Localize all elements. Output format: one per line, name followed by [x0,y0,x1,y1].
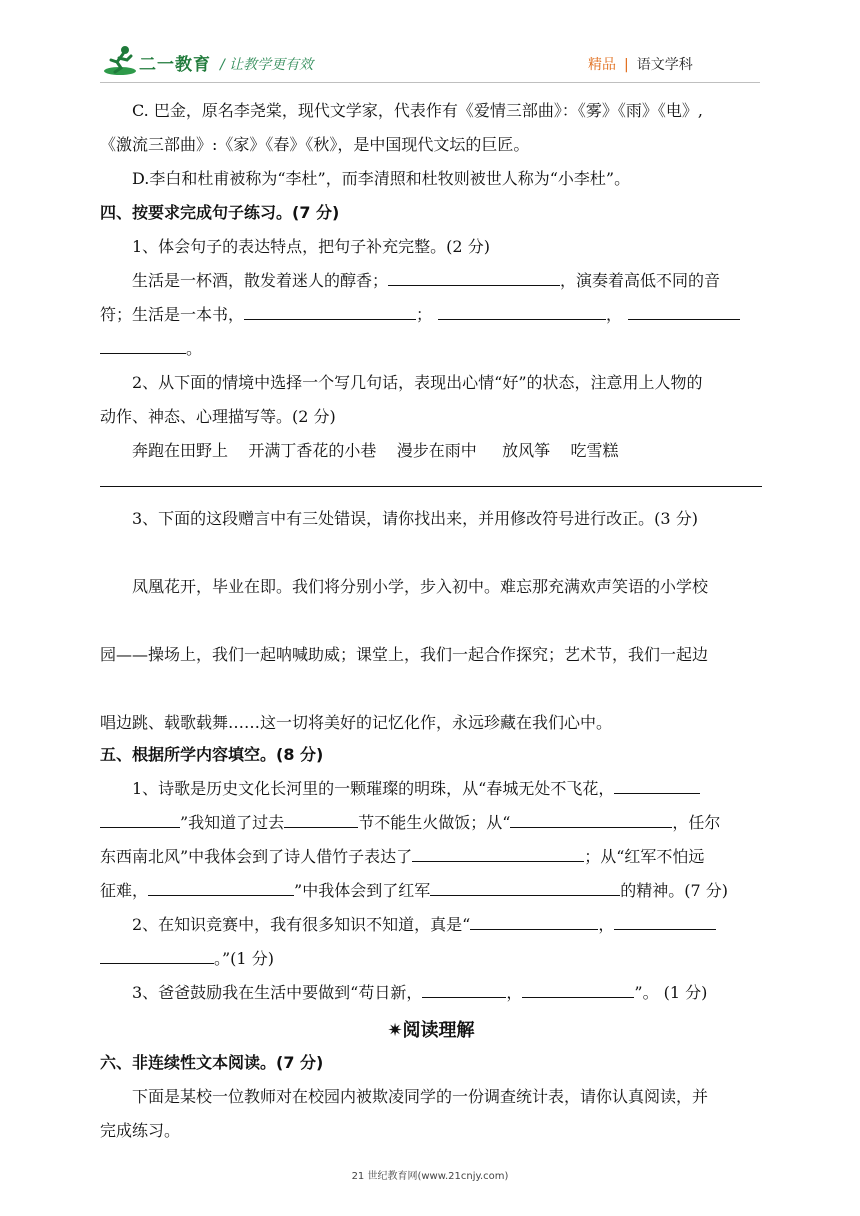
answer-blank[interactable] [430,879,620,896]
subject-tag [588,54,693,74]
s5-q1-text-e: 东西南北风”中我体会到了诗人借竹子表达了 [100,847,413,866]
s4-q1-text-e: ， [606,305,623,324]
s4-q3-para2: 园——操场上，我们一起呐喊助威；课堂上，我们一起合作探究；艺术节，我们一起边 [100,645,709,664]
s6-para-line1: 下面是某校一位教师对在校园内被欺凌同学的一份调查统计表，请你认真阅读，并 [132,1087,709,1106]
s5-q1-text-c: 节不能生火做饭；从“ [358,813,511,832]
answer-blank[interactable] [388,269,560,286]
answer-blank[interactable] [244,303,416,320]
s6-para-line2: 完成练习。 [100,1121,181,1140]
s5-q1-line3 [100,844,762,867]
s5-q3 [100,980,794,1003]
s5-q1-line2 [100,810,762,833]
s4-q2-line2: 动作、神态、心理描写等。(2 分) [100,407,336,426]
tag-subject: 语文学科 [636,57,693,73]
s5-q1-text-a: 1、诗歌是历史文化长河里的一颗璀璨的明珠，从“春城无处不飞花， [132,779,615,798]
s5-q3-text-b: ， [506,983,523,1002]
s4-q1-text-c: 符；生活是一本书， [100,305,245,324]
s4-q3: 3、下面的这段赠言中有三处错误，请你找出来，并用修改符号进行改正。(3 分) [132,509,698,528]
section4-heading: 四、按要求完成句子练习。(7 分) [100,203,340,222]
answer-blank[interactable] [522,981,634,998]
s5-q2-line2 [100,946,762,969]
s4-q3-para1: 凤凰花开，毕业在即。我们将分别小学，步入初中。难忘那充满欢声笑语的小学校 [132,577,709,596]
s4-q1-line2 [100,302,762,325]
logo-text: 二一教育 [139,55,211,75]
answer-blank[interactable] [422,981,506,998]
answer-blank[interactable] [614,777,700,794]
tag-separator: | [624,57,629,73]
answer-blank[interactable] [510,811,672,828]
s4-q1-line1 [100,268,794,291]
section5-heading: 五、根据所学内容填空。(8 分) [100,745,324,764]
option-c-line2: 《激流三部曲》:《家》《春》《秋》，是中国现代文坛的巨匠。 [100,135,530,154]
tag-fine: 精品 [588,57,616,73]
s5-q1-text-b: ”我知道了过去 [180,813,285,832]
s4-q1-text-f: 。 [186,339,203,358]
answer-blank[interactable] [284,811,358,828]
s4-q2-line1: 2、从下面的情境中选择一个写几句话，表现出心情“好”的状态，注意用上人物的 [132,373,703,392]
answer-blank[interactable] [100,337,186,354]
header-divider [100,82,760,83]
answer-blank[interactable] [438,303,606,320]
s4-q1-text-b: ，演奏着高低不同的音 [560,271,721,290]
option-d: D.李白和杜甫被称为“李杜”，而李清照和杜牧则被世人称为“小李杜”。 [132,169,631,188]
answer-blank[interactable] [470,913,598,930]
answer-blank[interactable] [412,845,584,862]
answer-blank[interactable] [148,879,294,896]
s5-q1-text-g: 征难， [100,881,149,900]
s5-q2-text-b: ， [598,915,615,934]
slogan: / 让教学更有效 [220,57,314,73]
s5-q1-text-h: ”中我体会到了红军 [294,881,431,900]
s4-q2-options: 奔跑在田野上 开满丁香花的小巷 漫步在雨中 放风筝 吃雪糕 [132,441,619,460]
answer-blank[interactable] [628,303,740,320]
option-c-line1: C. 巴金，原名李尧棠，现代文学家，代表作有《爱情三部曲》：《雾》《雨》《电》, [132,101,703,120]
s5-q2-text-a: 2、在知识竞赛中，我有很多知识不知道，真是“ [132,915,471,934]
s5-q1-text-d: ，任尔 [672,813,721,832]
answer-blank[interactable] [100,947,214,964]
answer-blank[interactable] [100,811,180,828]
s5-q3-text-a: 3、爸爸鼓励我在生活中要做到“苟日新， [132,983,423,1002]
s5-q1-text-i: 的精神。(7 分) [620,881,728,900]
page-footer: 21 世纪教育网(www.21cnjy.com) [351,1171,509,1182]
answer-blank[interactable] [614,913,716,930]
runner-icon [103,44,139,78]
s4-q1-line3 [100,336,762,359]
writing-line[interactable] [100,486,762,487]
s5-q1-line1 [100,776,794,799]
s4-q1-text-d: ； [416,305,433,324]
s5-q1-line4 [100,878,762,901]
s5-q3-text-c: ”。 (1 分) [634,983,708,1002]
page-header [0,0,860,86]
s4-q1: 1、体会句子的表达特点，把句子补充完整。(2 分) [132,237,490,256]
s4-q3-para3: 唱边跳、载歌载舞……这一切将美好的记忆化作，永远珍藏在我们心中。 [100,713,613,732]
s5-q2-line1 [100,912,794,935]
s5-q1-text-f: ；从“红军不怕远 [584,847,705,866]
reading-title: ✷阅读理解 [387,1020,475,1041]
s5-q2-text-c: 。”(1 分) [214,949,274,968]
s4-q1-text-a: 生活是一杯酒，散发着迷人的醇香； [132,271,389,290]
section6-heading: 六、非连续性文本阅读。(7 分) [100,1053,324,1072]
